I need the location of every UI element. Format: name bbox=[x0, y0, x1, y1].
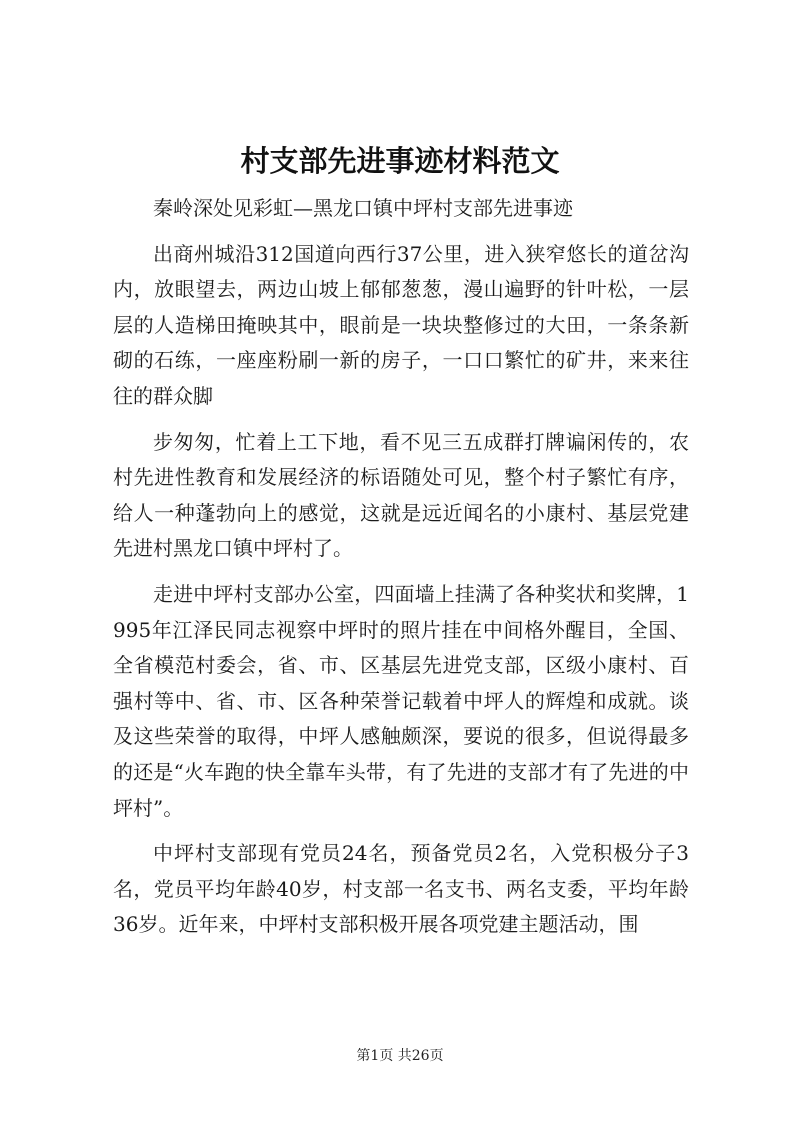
document-body bbox=[113, 191, 689, 953]
page-footer: 第1页 共26页 bbox=[356, 1048, 444, 1064]
paragraph: 走进中坪村支部办公室，四面墙上挂满了各种奖状和奖牌，1995年江泽民同志视察中坪时的照片挂在中间格外醒目，全国、全省模范村委会，省、市、区基层先进党支部，区级小康村、百强村等中、省、市、区各种荣誉记载着中坪人的辉煌和成就。谈及这些荣誉的取得，中坪人感触颇深，要说的很多，但说得最多的还是“火车跑的快全靠车头带，有了先进的支部才有了先进的中坪村”。 bbox=[113, 581, 689, 820]
paragraph: 出商州城沿312国道向西行37公里，进入狭窄悠长的道岔沟内，放眼望去，两边山坡上郁郁葱葱，漫山遍野的针叶松，一层层的人造梯田掩映其中，眼前是一块块整修过的大田，一条条新砌的石练，一座座粉刷一新的房子，一口口繁忙的矿井，来来往往的群众脚 bbox=[113, 241, 689, 408]
paragraph: 中坪村支部现有党员24名，预备党员2名，入党积极分子3名，党员平均年龄40岁，村支部一名支书、两名支委，平均年龄36岁。近年来，中坪村支部积极开展各项党建主题活动，围 bbox=[113, 841, 689, 937]
paragraph-subtitle: 秦岭深处见彩虹—黑龙口镇中坪村支部先进事迹 bbox=[153, 196, 573, 220]
paragraph: 步匆匆，忙着上工下地，看不见三五成群打牌谝闲传的，农村先进性教育和发展经济的标语随处可见，整个村子繁忙有序，给人一种蓬勃向上的感觉，这就是远近闻名的小康村、基层党建先进村黑龙口镇中坪村了。 bbox=[113, 429, 689, 561]
document-title: 村支部先进事迹材料范文 bbox=[240, 144, 560, 178]
